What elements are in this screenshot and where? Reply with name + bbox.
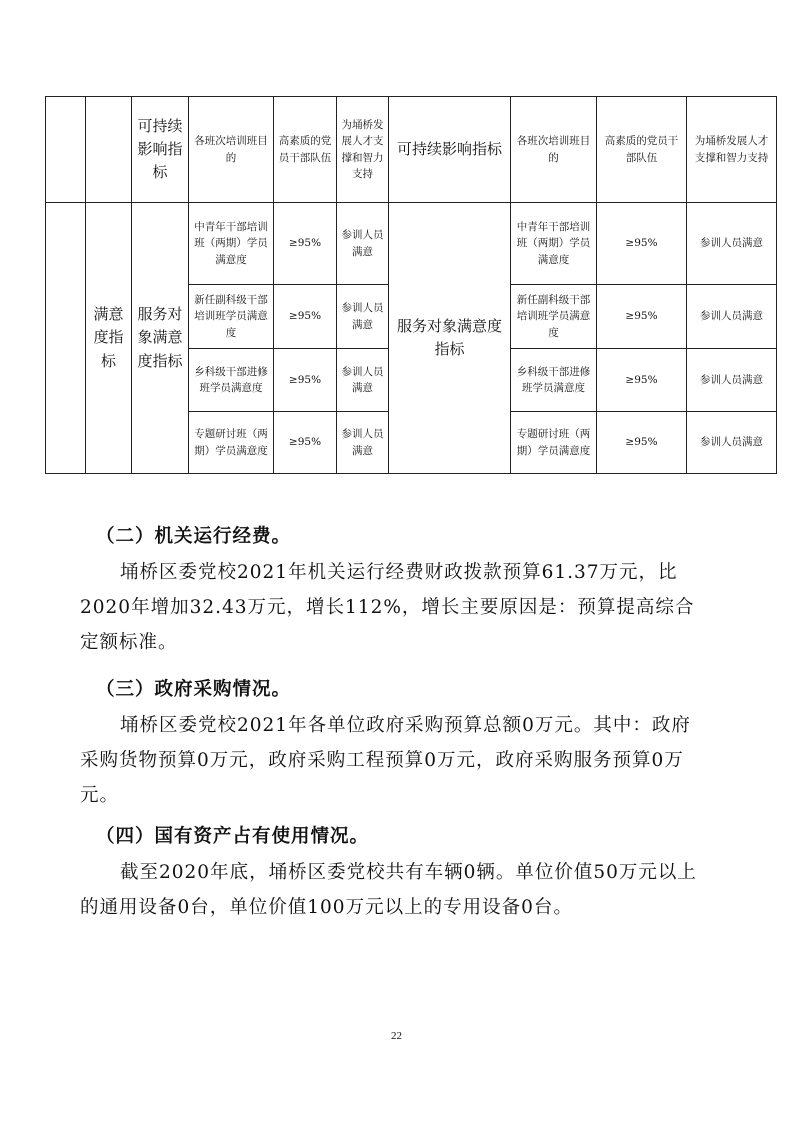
right-index-value-cell: ≥95%: [597, 203, 687, 285]
right-target-cell: 参训人员满意: [687, 349, 777, 412]
tertiary-indicator-cell: 新任副科级干部培训班学员满意度: [189, 285, 274, 349]
target-cell: 为埇桥发展人才支撑和智力支持: [337, 97, 389, 203]
right-target-cell: 为埇桥发展人才支撑和智力支持: [687, 97, 777, 203]
secondary-indicator-cell: 服务对象满意度指标: [132, 203, 189, 474]
section-heading-operating-expenses: （二）机关运行经费。: [96, 526, 292, 547]
right-tertiary-indicator-cell: 各班次培训班目的: [511, 97, 597, 203]
paragraph-state-assets: [80, 855, 698, 925]
table-cell: [46, 97, 86, 203]
right-target-cell: 参训人员满意: [687, 412, 777, 474]
section-heading-government-procurement: （三）政府采购情况。: [96, 679, 292, 700]
performance-indicator-table: [45, 96, 777, 474]
right-tertiary-indicator-cell: 新任副科级干部培训班学员满意度: [511, 285, 597, 349]
right-index-value-cell: ≥95%: [597, 285, 687, 349]
tertiary-indicator-cell: 乡科级干部进修班学员满意度: [189, 349, 274, 412]
right-index-value-cell: ≥95%: [597, 349, 687, 412]
section-heading-state-assets: （四）国有资产占有使用情况。: [96, 826, 370, 847]
paragraph-operating-expenses: [80, 555, 698, 660]
index-value-cell: ≥95%: [274, 412, 337, 474]
right-index-value-cell: 高素质的党员干部队伍: [597, 97, 687, 203]
paragraph-text: 截至2020年底，埇桥区委党校共有车辆0辆。单位价值50万元以上的通用设备0台，单位价值100万元以上的专用设备0台。: [80, 862, 697, 918]
index-value-cell: 高素质的党员干部队伍: [274, 97, 337, 203]
target-cell: 参训人员满意: [337, 203, 389, 285]
right-tertiary-indicator-cell: 中青年干部培训班（两期）学员满意度: [511, 203, 597, 285]
right-target-cell: 参训人员满意: [687, 285, 777, 349]
target-cell: 参训人员满意: [337, 349, 389, 412]
primary-indicator-cell: 满意度指标: [86, 203, 132, 474]
tertiary-indicator-cell: 中青年干部培训班（两期）学员满意度: [189, 203, 274, 285]
index-value-cell: ≥95%: [274, 285, 337, 349]
page-number: 22: [391, 1030, 402, 1042]
paragraph-text: 埇桥区委党校2021年各单位政府采购预算总额0万元。其中：政府采购货物预算0万元，政府采购工程预算0万元，政府采购服务预算0万元。: [80, 715, 691, 806]
table-cell: [86, 97, 132, 203]
index-value-cell: ≥95%: [274, 349, 337, 412]
tertiary-indicator-cell: 各班次培训班目的: [189, 97, 274, 203]
paragraph-government-procurement: [80, 708, 698, 813]
table-row: [46, 203, 777, 285]
right-index-value-cell: ≥95%: [597, 412, 687, 474]
target-cell: 参训人员满意: [337, 412, 389, 474]
table-cell: [46, 203, 86, 474]
secondary-indicator-cell: 可持续影响指标: [132, 97, 189, 203]
right-secondary-indicator-cell: 服务对象满意度指标: [389, 203, 511, 474]
index-value-cell: ≥95%: [274, 203, 337, 285]
table-row: [46, 97, 777, 203]
paragraph-text: 埇桥区委党校2021年机关运行经费财政拨款预算61.37万元，比2020年增加32.43万元，增长112%，增长主要原因是：预算提高综合定额标准。: [80, 562, 695, 653]
tertiary-indicator-cell: 专题研讨班（两期）学员满意度: [189, 412, 274, 474]
right-target-cell: 参训人员满意: [687, 203, 777, 285]
right-tertiary-indicator-cell: 乡科级干部进修班学员满意度: [511, 349, 597, 412]
target-cell: 参训人员满意: [337, 285, 389, 349]
right-tertiary-indicator-cell: 专题研讨班（两期）学员满意度: [511, 412, 597, 474]
right-secondary-indicator-cell: 可持续影响指标: [389, 97, 511, 203]
